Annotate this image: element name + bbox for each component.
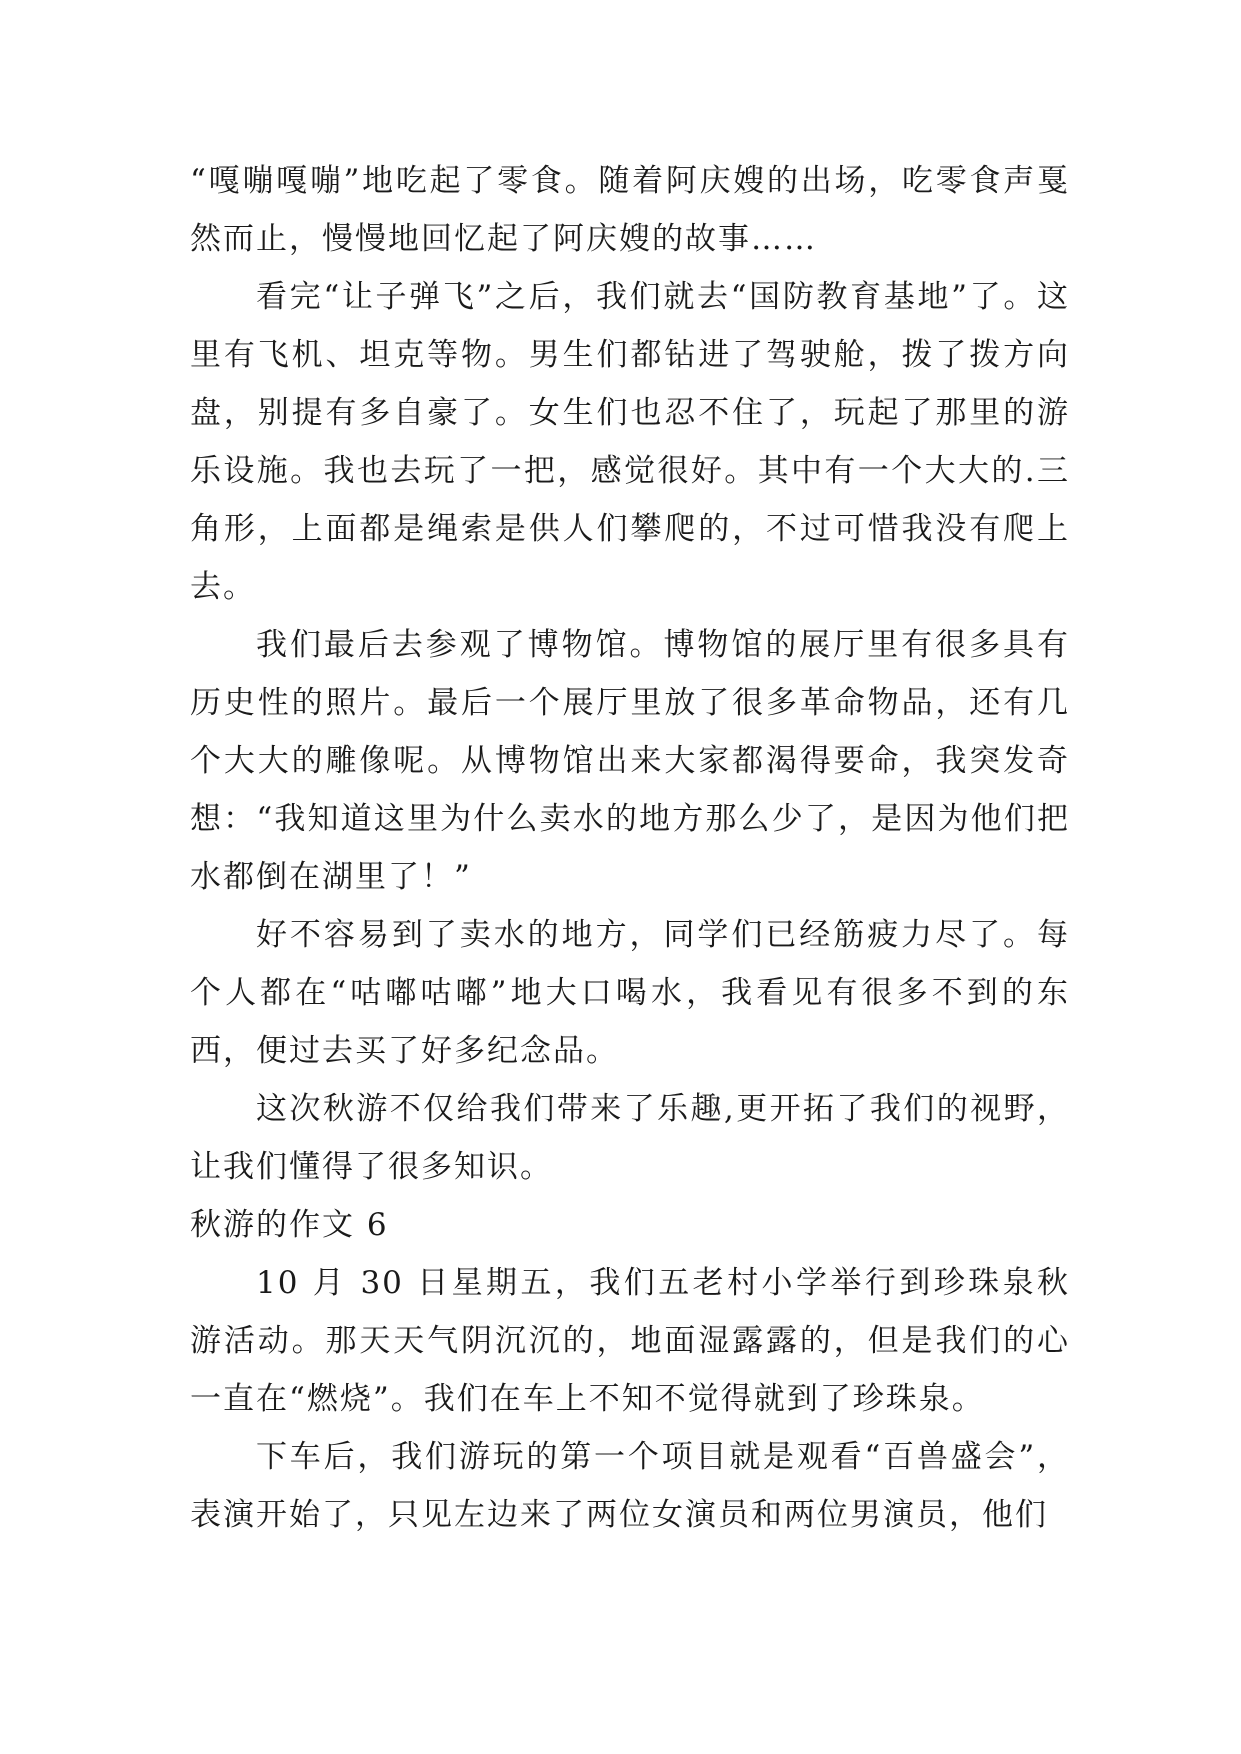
paragraph-2: 看完“让子弹飞”之后，我们就去“国防教育基地”了。这里有飞机、坦克等物。男生们都钻进了驾驶舱，拨了拨方向盘，别提有多自豪了。女生们也忍不住了，玩起了那里的游乐设施。我也去玩了一把，感觉很好。其中有一个大大的.三角形，上面都是绳索是供人们攀爬的，不过可惜我没有爬上去。 [190, 279, 1070, 605]
section-title: 秋游的作文 6 [190, 1207, 389, 1243]
section-paragraph-2: 下车后，我们游玩的第一个项目就是观看“百兽盛会”，表演开始了，只见左边来了两位女演员和两位男演员，他们 [190, 1439, 1070, 1533]
section-paragraph-1: 10 月 30 日星期五，我们五老村小学举行到珍珠泉秋游活动。那天天气阴沉沉的，地面湿露露的，但是我们的心一直在“燃烧”。我们在车上不知不觉得就到了珍珠泉。 [190, 1265, 1070, 1417]
document-body [190, 152, 1070, 1544]
paragraph-4: 好不容易到了卖水的地方，同学们已经筋疲力尽了。每个人都在“咕嘟咕嘟”地大口喝水，我看见有很多不到的东西，便过去买了好多纪念品。 [190, 917, 1070, 1069]
paragraph-3: 我们最后去参观了博物馆。博物馆的展厅里有很多具有历史性的照片。最后一个展厅里放了很多革命物品，还有几个大大的雕像呢。从博物馆出来大家都渴得要命，我突发奇想：“我知道这里为什么卖水的地方那么少了，是因为他们把水都倒在湖里了！” [190, 627, 1070, 895]
paragraph-1: “嘎嘣嘎嘣”地吃起了零食。随着阿庆嫂的出场，吃零食声戛然而止，慢慢地回忆起了阿庆嫂的故事…… [190, 163, 1070, 257]
paragraph-5: 这次秋游不仅给我们带来了乐趣,更开拓了我们的视野，让我们懂得了很多知识。 [190, 1091, 1070, 1185]
